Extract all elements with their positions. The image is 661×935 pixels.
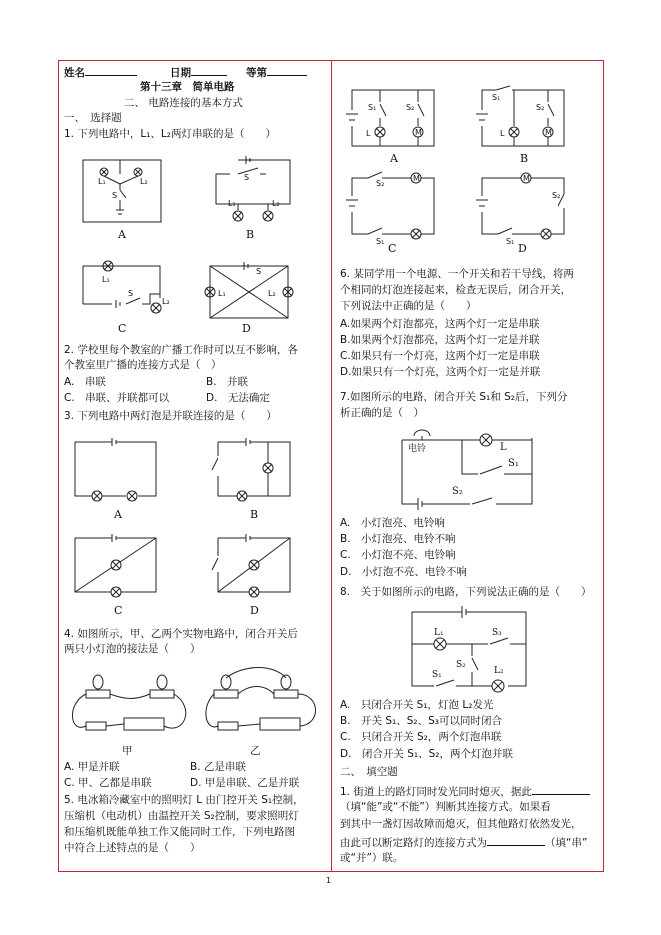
q2-line2: 个教室里广播的连接方式是（ ） [64, 359, 222, 371]
q2-line1: 2. 学校里每个教室的广播工作时可以互不影响，各 [64, 344, 298, 356]
svg-text:L₂: L₂ [268, 289, 276, 298]
q4-option-c: C. 甲、乙都是串联 [64, 777, 152, 789]
q7-line1: 7.如图所示的电路，闭合开关 S₁和 S₂后，下列分 [340, 391, 568, 403]
q5-line1: 5. 电冰箱冷藏室中的照明灯 L 由门控开关 S₁控制， [64, 794, 304, 806]
q3-diagram-a [72, 436, 168, 508]
q4-label-jia: 甲 [122, 745, 133, 757]
f1-line1: 1. 街道上的路灯同时发光同时熄灭，据此 [340, 783, 590, 800]
svg-text:S: S [256, 267, 262, 276]
q8-option-b: B. 开关 S₁、S₂、S₃可以同时闭合 [340, 715, 503, 727]
svg-text:S₂: S₂ [536, 103, 545, 112]
name-field: 姓名 [64, 64, 137, 81]
svg-text:L₂: L₂ [140, 177, 148, 186]
column-divider [331, 60, 332, 872]
q6-option-b: B.如果两个灯泡都亮，这两个灯一定是并联 [340, 334, 540, 346]
q8-option-a: A. 只闭合开关 S₁，灯泡 L₂发光 [340, 699, 494, 711]
q4-label-yi: 乙 [250, 745, 261, 757]
q3-diagram-d [206, 532, 302, 604]
q5-diagram-b [476, 86, 576, 152]
svg-text:S₁: S₁ [368, 103, 377, 112]
q8-label-l1: L₁ [434, 628, 444, 638]
part2-heading: 二、 填空题 [340, 766, 398, 778]
q1-diagram-d [204, 262, 294, 322]
svg-text:S₁: S₁ [492, 93, 501, 102]
q5-line4: 中符合上述特点的是（ ） [64, 842, 201, 854]
q1-text: 1. 下列电路中，L₁、L₂两灯串联的是（ ） [64, 128, 276, 140]
chapter-title: 第十三章 简单电路 [140, 81, 235, 93]
q4-physical-circuit-jia [66, 664, 194, 744]
svg-text:S₂: S₂ [376, 179, 385, 188]
q3-diagram-c [72, 532, 168, 604]
q5-label-b: B [520, 152, 529, 165]
svg-text:M: M [413, 174, 420, 183]
q4-physical-circuit-yi [204, 664, 324, 744]
f1-line4: 由此可以断定路灯的连接方式为 （填“串” [340, 834, 587, 851]
q4-line1: 4. 如图所示，甲、乙两个实物电路中，闭合开关后 [64, 628, 298, 640]
svg-text:L₂: L₂ [272, 199, 280, 208]
svg-text:M: M [545, 128, 552, 137]
q2-option-b: B. 并联 [206, 376, 249, 388]
q1-label-b: B [246, 228, 255, 241]
q1-label-d: D [242, 322, 251, 335]
f1-line3: 到其中一盏灯因故障而熄灭，但其他路灯依然发光， [340, 818, 582, 830]
q7-option-a: A. 小灯泡亮、电铃响 [340, 517, 445, 529]
f1-line5: 或“并”）联。 [340, 852, 404, 864]
q2-option-c: C. 串联、并联都可以 [64, 392, 170, 404]
q4-option-d: D. 甲是串联、乙是并联 [190, 777, 300, 789]
date-field: 日期 [170, 64, 227, 81]
svg-text:L₁: L₁ [218, 289, 226, 298]
q8-circuit-diagram [408, 602, 532, 698]
svg-text:L₂: L₂ [162, 297, 170, 306]
svg-text:S: S [128, 289, 134, 298]
svg-text:S₁: S₁ [376, 237, 385, 246]
q3-label-c: C [114, 604, 123, 617]
q8-text: 8. 关于如图所示的电路，下列说法正确的是（ ） [340, 586, 592, 598]
q7-label-lamp: L [500, 442, 507, 453]
svg-text:L₁: L₁ [98, 177, 106, 186]
q7-option-b: B. 小灯泡亮、电铃不响 [340, 533, 456, 545]
svg-text:L: L [366, 129, 371, 138]
q3-label-d: D [250, 604, 259, 617]
part1-heading: 一、 选择题 [64, 112, 122, 124]
q6-line3: 下列说法中正确的是（ ） [340, 300, 477, 312]
q7-option-d: D. 小灯泡不亮、电铃不响 [340, 566, 467, 578]
q8-label-l2: L₂ [494, 666, 504, 676]
q6-option-c: C.如果只有一个灯亮，这两个灯一定是串联 [340, 350, 540, 362]
q4-line2: 两只小灯泡的接法是（ ） [64, 643, 201, 655]
q8-label-s1: S₁ [432, 670, 442, 680]
q7-label-s1: S₁ [508, 458, 519, 469]
q4-option-b: B. 乙是串联 [190, 761, 246, 773]
q1-label-a: A [118, 228, 126, 241]
q8-option-d: D. 闭合开关 S₁、S₂，两个灯泡并联 [340, 748, 514, 760]
q8-option-c: C. 只闭合开关 S₂，两个灯泡串联 [340, 731, 502, 743]
q6-line2: 个相同的灯泡连接起来，检查无误后，闭合开关， [340, 284, 571, 296]
q5-label-d: D [518, 242, 527, 255]
grade-field: 等第 [246, 64, 307, 81]
svg-text:S: S [112, 191, 118, 200]
q5-diagram-a [346, 86, 446, 152]
q7-label-bell: 电铃 [408, 444, 427, 454]
page-number: 1 [326, 876, 332, 885]
q1-label-c: C [118, 322, 127, 335]
svg-text:S: S [244, 173, 250, 182]
q3-label-a: A [114, 508, 122, 521]
q3-text: 3. 下列电路中两灯泡是并联连接的是（ ） [64, 410, 277, 422]
svg-text:S₂: S₂ [552, 191, 561, 200]
q7-option-c: C. 小灯泡不亮、电铃响 [340, 549, 456, 561]
q5-line3: 和压缩机既能单独工作又能同时工作，下列电路图 [64, 826, 295, 838]
f1-line2: （填“能”或“不能”）判断其连接方式。如果看 [340, 801, 551, 813]
q4-option-a: A. 甲是并联 [64, 761, 120, 773]
svg-text:L: L [500, 129, 505, 138]
svg-text:S₂: S₂ [406, 103, 415, 112]
q5-line2: 压缩机（电动机）由温控开关 S₂控制，要求照明灯 [64, 810, 299, 822]
q6-line1: 6. 某同学用一个电源、一个开关和若干导线，将两 [340, 268, 574, 280]
q1-diagram-c [80, 258, 170, 318]
q6-option-d: D.如果只有一个灯亮，这两个灯一定是并联 [340, 366, 541, 378]
q5-label-c: C [388, 242, 397, 255]
q2-option-a: A. 串联 [64, 376, 106, 388]
svg-text:M: M [523, 174, 530, 183]
q1-diagram-a [80, 154, 170, 228]
q5-diagram-d [476, 172, 576, 246]
q3-diagram-b [206, 436, 302, 508]
q1-diagram-b [208, 154, 298, 228]
q5-diagram-c [346, 172, 446, 246]
q7-label-s2: S₂ [452, 486, 463, 497]
q6-option-a: A.如果两个灯泡都亮，这两个灯一定是串联 [340, 318, 540, 330]
q8-label-s3: S₃ [492, 628, 502, 638]
q7-line2: 析正确的是（ ） [340, 407, 424, 419]
q2-option-d: D. 无法确定 [206, 392, 270, 404]
svg-text:M: M [415, 128, 422, 137]
q3-label-b: B [250, 508, 259, 521]
q5-label-a: A [390, 152, 398, 165]
svg-text:L₁: L₁ [228, 199, 236, 208]
svg-text:L₁: L₁ [102, 275, 110, 284]
q8-label-s2: S₂ [456, 660, 466, 670]
svg-text:S₁: S₁ [506, 237, 515, 246]
section-title: 二、 电路连接的基本方式 [124, 97, 243, 109]
